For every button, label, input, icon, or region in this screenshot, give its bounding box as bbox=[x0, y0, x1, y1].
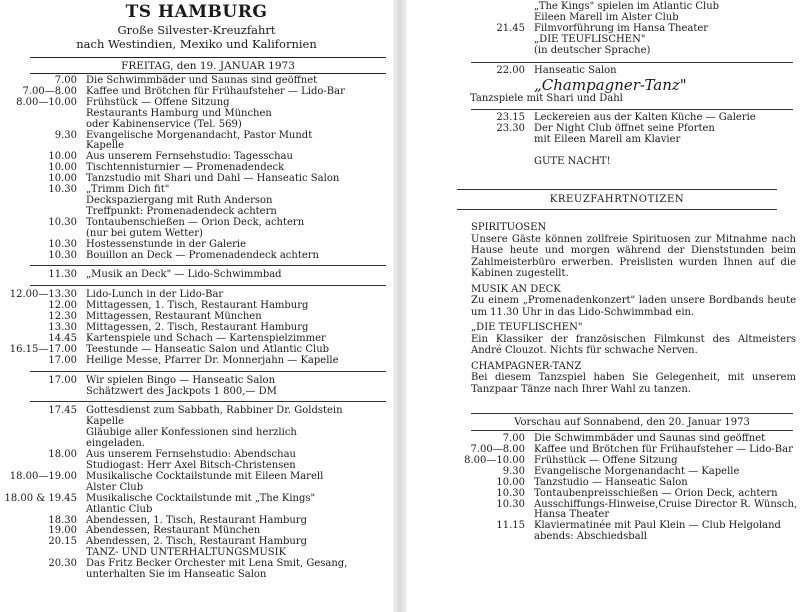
event-time: 14.45 bbox=[48, 332, 77, 344]
subtitle-line-1: Große Silvester-Kreuzfahrt bbox=[117, 23, 276, 37]
note-body: Ein Klassiker der französischen Filmkunst des Altmeisters André Clouzot. Nichts für schwache Nerven. bbox=[471, 333, 796, 357]
event-time bbox=[407, 2, 534, 24]
event-description: „Musik an Deck" — Lido-Schwimmbad bbox=[86, 269, 282, 281]
preview-list bbox=[407, 434, 800, 543]
event-time: 13.30 bbox=[48, 322, 77, 334]
schedule-row bbox=[0, 406, 393, 450]
event-description: TANZ- UND UNTERHALTUNGSMUSIK bbox=[86, 547, 287, 559]
salon-show: „Champagner-Tanz" bbox=[534, 76, 687, 95]
schedule-row bbox=[0, 559, 393, 581]
event-description: Tanzstudio — Hanseatic Salon bbox=[534, 476, 688, 488]
event-description: Aus unserem Fernsehstudio: Tagesschau bbox=[86, 151, 293, 163]
event-description: Bouillon an Deck — Promenadendeck achtern bbox=[86, 249, 319, 261]
section-divider bbox=[30, 401, 386, 402]
event-time: 23.15 bbox=[496, 112, 525, 124]
event-time: 18.30 bbox=[48, 514, 77, 526]
event-description: Kaffee und Brötchen für Frühaufsteher — Lido-Bar bbox=[86, 85, 345, 97]
event-time: 7.00—8.00 bbox=[470, 443, 525, 455]
event-time: 12.00—13.30 bbox=[9, 289, 77, 301]
salon-time: 22.00 bbox=[496, 64, 525, 76]
event-time: 17.00 bbox=[48, 374, 77, 386]
event-time: 17.00 bbox=[48, 354, 77, 366]
schedule-row bbox=[0, 356, 393, 367]
event-time: 10.30 bbox=[48, 238, 77, 250]
event-description: Teestunde — Hanseatic Salon und Atlantic Club bbox=[86, 343, 330, 355]
event-description: Frühstück — Offene Sitzung bbox=[534, 454, 678, 466]
event-time: 10.00 bbox=[48, 151, 77, 163]
event-time: 10.30 bbox=[48, 184, 77, 196]
schedule-list bbox=[0, 74, 393, 583]
left-page bbox=[0, 0, 393, 612]
schedule-row bbox=[407, 478, 800, 489]
event-time: 16.15—17.00 bbox=[9, 343, 77, 355]
schedule-row bbox=[0, 98, 393, 131]
event-description: Das Fritz Becker Orchester mit Lena Smit, Gesang, unterhalten Sie im Hanseatic Salon bbox=[86, 558, 348, 581]
event-description: Musikalische Cocktailstunde mit Eileen Marell Alster Club bbox=[86, 470, 324, 493]
event-description: Frühstück — Offene Sitzung Restaurants Hamburg und München oder Kabinenservice (Tel. 569) bbox=[86, 96, 272, 130]
schedule-row bbox=[0, 472, 393, 494]
event-description: Hostessenstunde in der Galerie bbox=[86, 238, 247, 250]
ship-title: TS HAMBURG bbox=[125, 2, 268, 22]
schedule-row bbox=[407, 2, 800, 24]
schedule-row bbox=[407, 500, 800, 522]
event-time: 18.00 bbox=[48, 449, 77, 461]
salon-box bbox=[471, 62, 793, 111]
event-time: 21.45 bbox=[496, 22, 525, 34]
event-description: Kartenspiele und Schach — Kartenspielzimmer bbox=[86, 332, 326, 344]
event-time: 10.30 bbox=[48, 249, 77, 261]
event-time: 11.15 bbox=[496, 520, 525, 532]
schedule-row bbox=[0, 131, 393, 153]
event-description: Musikalische Cocktailstunde mit „The Kings" Atlantic Club bbox=[86, 492, 316, 515]
event-time: 8.00—10.00 bbox=[464, 454, 525, 466]
event-description: Ausschiffungs-Hinweise,Cruise Director R. Wünsch, Hansa Theater bbox=[534, 498, 798, 521]
day-heading: FREITAG, den 19. JANUAR 1973 bbox=[30, 57, 386, 74]
good-night: GUTE NACHT! bbox=[534, 156, 611, 168]
event-time: 10.00 bbox=[496, 476, 525, 488]
event-time: 10.00 bbox=[48, 173, 77, 185]
page-fold bbox=[393, 0, 407, 612]
event-description: Abendessen, Restaurant München bbox=[86, 525, 261, 537]
schedule-row bbox=[407, 124, 800, 146]
schedule-section bbox=[0, 404, 393, 583]
schedule-section bbox=[0, 374, 393, 400]
note-heading: SPIRITUOSEN bbox=[471, 222, 547, 234]
schedule-section bbox=[0, 74, 393, 263]
schedule-row bbox=[0, 218, 393, 240]
event-description: Mittagessen, Restaurant München bbox=[86, 311, 262, 323]
event-description: Evangelische Morgenandacht, Pastor Mundt Kapelle bbox=[86, 129, 313, 152]
event-description: Klaviermatinée mit Paul Klein — Club Helgoland abends: Abschiedsball bbox=[534, 520, 781, 543]
event-description: Die Schwimmbäder und Saunas sind geöffnet bbox=[86, 75, 318, 86]
note-heading: „DIE TEUFLISCHEN" bbox=[471, 322, 583, 334]
event-description: Mittagessen, 1. Tisch, Restaurant Hamburg bbox=[86, 300, 309, 312]
salon-detail-row bbox=[470, 94, 793, 109]
cruise-subtitle bbox=[0, 23, 393, 51]
schedule-row bbox=[0, 376, 393, 398]
event-description: Die Schwimmbäder und Saunas sind geöffnet bbox=[534, 433, 766, 445]
note-heading: CHAMPAGNER-TANZ bbox=[471, 360, 582, 372]
schedule-row bbox=[0, 450, 393, 472]
event-description: Filmvorführung im Hansa Theater „DIE TEUFLISCHEN" (in deutscher Sprache) bbox=[534, 22, 709, 56]
event-time: 12.00 bbox=[48, 300, 77, 312]
event-time: 20.15 bbox=[48, 536, 77, 548]
event-description: Tischtennisturnier — Promenadendeck bbox=[86, 162, 285, 174]
evening-list bbox=[407, 0, 800, 59]
schedule-row bbox=[0, 270, 393, 281]
notes-heading: KREUZFAHRTNOTIZEN bbox=[457, 189, 777, 210]
event-time: 17.45 bbox=[48, 405, 77, 417]
event-description: Abendessen, 2. Tisch, Restaurant Hamburg bbox=[86, 536, 307, 548]
preview-heading: Vorschau auf Sonnabend, den 20. Januar 1973 bbox=[471, 413, 793, 431]
event-time: 18.00—19.00 bbox=[9, 470, 77, 482]
event-time: 7.00 bbox=[54, 75, 77, 86]
event-time: 9.30 bbox=[502, 465, 525, 477]
note-body: Unsere Gäste können zollfreie Spirituosen zur Mitnahme nach Hause heute und morgen während der Dienststunden beim Zahlmeisterbüro erwerben. Preislisten wurden Ihnen auf die Kabinen zugestellt. bbox=[471, 233, 796, 280]
schedule-row bbox=[0, 240, 393, 251]
schedule-row bbox=[407, 521, 800, 543]
event-description: Heilige Messe, Pfarrer Dr. Monnerjahn — Kapelle bbox=[86, 354, 339, 366]
event-time: 8.00—10.00 bbox=[16, 96, 77, 108]
event-description: Abendessen, 1. Tisch, Restaurant Hamburg bbox=[86, 514, 307, 526]
event-description: Der Night Club öffnet seine Pforten mit Eileen Marell am Klavier bbox=[534, 123, 715, 146]
event-time: 9.30 bbox=[54, 129, 77, 141]
schedule-row bbox=[0, 251, 393, 262]
event-time: 10.30 bbox=[496, 487, 525, 499]
event-time: 19.00 bbox=[48, 525, 77, 537]
event-time: 10.30 bbox=[496, 498, 525, 510]
event-description: Tontaubenschießen — Orion Deck, achtern (nur bei gutem Wetter) bbox=[86, 216, 305, 239]
salon-venue: Hanseatic Salon bbox=[534, 64, 617, 76]
schedule-section bbox=[0, 268, 393, 283]
schedule-row bbox=[407, 489, 800, 500]
subtitle-line-2: nach Westindien, Mexiko und Kalifornien bbox=[76, 37, 317, 51]
event-time: 18.00 & 19.45 bbox=[4, 492, 77, 504]
event-time: 12.30 bbox=[48, 311, 77, 323]
note-body: Zu einem „Promenadenkonzert" laden unsere Bordbands heute um 11.30 Uhr in das Lido-Schwimmbad ein. bbox=[471, 295, 796, 318]
event-description: Wir spielen Bingo — Hanseatic Salon Schätzwert des Jackpots 1 800,— DM bbox=[86, 374, 277, 397]
event-time: 11.30 bbox=[48, 269, 77, 281]
event-time: 20.30 bbox=[48, 558, 77, 570]
right-page bbox=[407, 0, 800, 612]
salon-detail: Tanzspiele mit Shari und Dahl bbox=[470, 93, 623, 105]
event-description: Mittagessen, 2. Tisch, Restaurant Hamburg bbox=[86, 322, 309, 334]
section-divider bbox=[30, 285, 386, 286]
section-divider bbox=[30, 265, 386, 266]
event-description: Aus unserem Fernsehstudio: Abendschau Studiogast: Herr Axel Bitsch-Christensen bbox=[86, 449, 296, 471]
schedule-row bbox=[407, 24, 800, 57]
event-time: 23.30 bbox=[496, 123, 525, 135]
event-description: „The Kings" spielen im Atlantic Club Eileen Marell im Alster Club bbox=[534, 1, 720, 23]
event-description: „Trimm Dich fit" Deckspaziergang mit Ruth Anderson Treffpunkt: Promenadendeck achtern bbox=[86, 184, 277, 217]
event-description: Lido-Lunch in der Lido-Bar bbox=[86, 289, 224, 301]
event-description: Evangelische Morgenandacht — Kapelle bbox=[534, 465, 740, 477]
note-body: Bei diesem Tanzspiel haben Sie Gelegenheit, mit unserem Tanzpaar Tänze nach Ihrer Wahl zu tanzen. bbox=[471, 372, 796, 395]
event-time: 10.30 bbox=[48, 216, 77, 228]
event-description: Kaffee und Brötchen für Frühaufsteher — Lido-Bar bbox=[534, 443, 793, 455]
event-description: Gottesdienst zum Sabbath, Rabbiner Dr. Goldstein Kapelle Gläubige aller Konfessionen sind herzlich eingeladen. bbox=[86, 405, 343, 450]
salon-row bbox=[407, 63, 793, 77]
section-divider bbox=[30, 371, 386, 372]
note-heading: MUSIK AN DECK bbox=[471, 283, 561, 295]
event-time: 7.00—8.00 bbox=[22, 85, 77, 97]
event-description: Tanzstudio mit Shari und Dahl — Hanseatic Salon bbox=[86, 173, 340, 185]
schedule-section bbox=[0, 288, 393, 368]
event-description: Tontaubenpreisschießen — Orion Deck, achtern bbox=[534, 487, 778, 499]
schedule-row bbox=[0, 494, 393, 516]
late-list bbox=[407, 113, 800, 146]
event-description: Leckereien aus der Kalten Küche — Galerie bbox=[534, 112, 756, 124]
cruise-notes bbox=[471, 222, 796, 395]
event-time: 10.00 bbox=[48, 162, 77, 174]
event-time: 7.00 bbox=[502, 433, 525, 445]
schedule-row bbox=[0, 185, 393, 218]
